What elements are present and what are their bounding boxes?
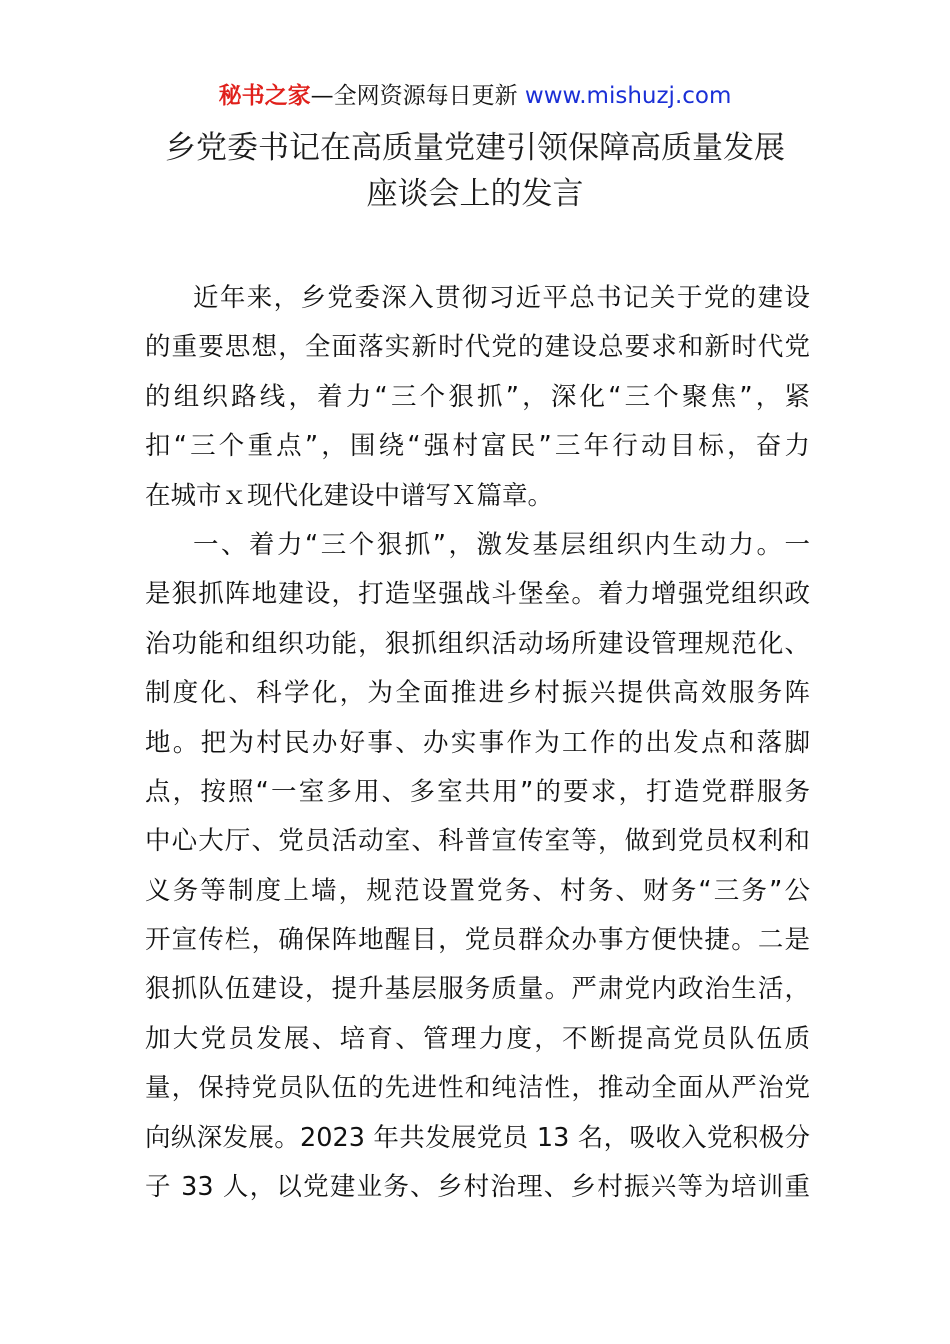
paragraph-2-line: 是狠抓阵地建设，打造坚强战斗堡垒。着力增强党组织政 (145, 579, 810, 610)
paragraph-1-line: 的组织路线，着力“三个狠抓”，深化“三个聚焦”，紧 (145, 381, 810, 412)
paragraph-2-line: 子 33 人，以党建业务、乡村治理、乡村振兴等为培训重 (145, 1172, 810, 1203)
paragraph-2-line: 制度化、科学化，为全面推进乡村振兴提供高效服务阵 (145, 678, 810, 709)
title-line-1: 乡党委书记在高质量党建引领保障高质量发展 (165, 130, 785, 166)
document-title (0, 125, 950, 217)
title-line-2: 座谈会上的发言 (366, 176, 584, 212)
paragraph-2-line: 点，按照“一室多用、多室共用”的要求，打造党群服务 (145, 776, 810, 807)
banner-tagline: —全网资源每日更新 (310, 83, 518, 109)
paragraph-2-line: 开宣传栏，确保阵地醒目，党员群众办事方便快捷。二是 (145, 925, 810, 956)
paragraph-2-line: 量，保持党员队伍的先进性和纯洁性，推动全面从严治党 (145, 1073, 810, 1104)
site-banner (0, 80, 950, 112)
paragraph-1-line: 近年来，乡党委深入贯彻习近平总书记关于党的建设 (193, 283, 810, 313)
paragraph-2-line: 一、着力“三个狠抓”，激发基层组织内生动力。一 (193, 529, 810, 560)
document-body (145, 274, 810, 1212)
paragraph-2-line: 中心大厅、党员活动室、科普宣传室等，做到党员权利和 (145, 826, 810, 857)
paragraph-2-line: 加大党员发展、培育、管理力度，不断提高党员队伍质 (145, 1023, 810, 1054)
paragraph-2-line: 狠抓队伍建设，提升基层服务质量。严肃党内政治生活， (145, 974, 810, 1005)
paragraph-2-line: 治功能和组织功能，狠抓组织活动场所建设管理规范化、 (145, 628, 810, 659)
paragraph-1-line: 在城市ｘ现代化建设中谱写Ｘ篇章。 (145, 480, 554, 511)
paragraph-1-line: 扣“三个重点”，围绕“强村富民”三年行动目标，奋力 (145, 431, 810, 462)
brand-name: 秘书之家 (218, 83, 311, 109)
paragraph-1-line: 的重要思想，全面落实新时代党的建设总要求和新时代党 (145, 332, 810, 363)
paragraph-2-line: 地。把为村民办好事、办实事作为工作的出发点和落脚 (145, 727, 810, 758)
site-url-link[interactable]: www.mishuzj.com (524, 83, 732, 109)
paragraph-2-line: 义务等制度上墙，规范设置党务、村务、财务“三务”公 (145, 875, 810, 906)
paragraph-2-line: 向纵深发展。2023 年共发展党员 13 名，吸收入党积极分 (145, 1122, 810, 1153)
